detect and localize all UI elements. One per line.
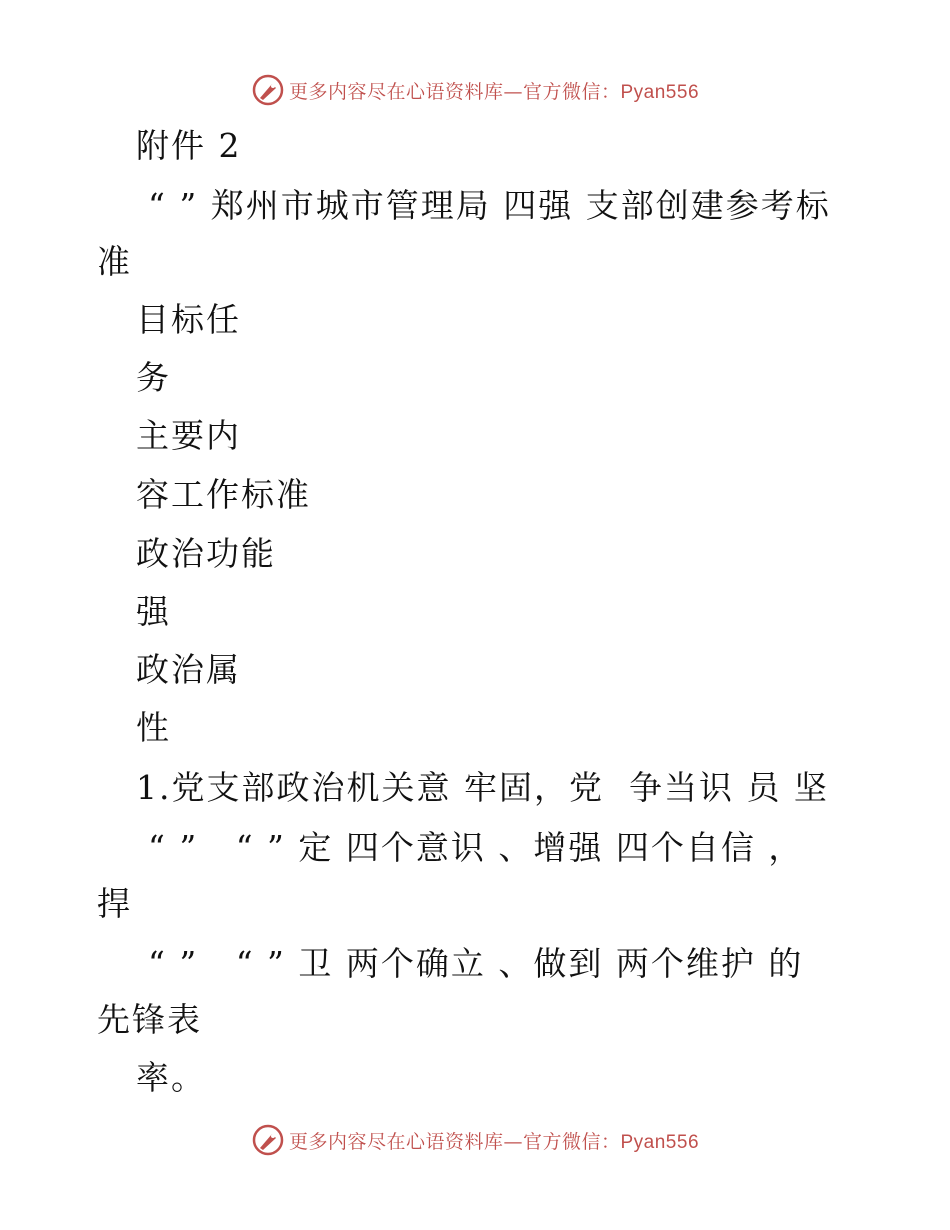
text-line: 务: [136, 358, 171, 397]
footer-watermark: [0, 1120, 950, 1160]
text-line: 1.党支部政治机关意 牢固，党 争当识 员 坚: [136, 768, 829, 807]
text-line: 政治属: [136, 650, 241, 689]
pen-nib-logo-icon: [251, 73, 285, 107]
document-title-continued: 准: [97, 242, 132, 281]
text-line: 主要内: [136, 416, 241, 455]
text-line: 捍: [97, 884, 132, 923]
text-line: 性: [136, 708, 171, 747]
text-line: “ ” “ ” 卫 两个确立 、做到 两个维护 的: [148, 944, 804, 983]
attachment-label: 附件 2: [136, 126, 242, 165]
text-line: 先锋表: [97, 1000, 202, 1039]
text-line: 政治功能: [136, 534, 276, 573]
text-line: 目标任: [136, 300, 241, 339]
watermark-text: 更多内容尽在心语资料库—官方微信：Pyan556: [288, 1130, 700, 1153]
text-line: 率。: [136, 1058, 206, 1097]
header-watermark: [0, 70, 950, 110]
pen-nib-logo-icon: [251, 1123, 285, 1157]
watermark-text: 更多内容尽在心语资料库—官方微信：Pyan556: [288, 80, 700, 103]
text-line: 强: [136, 592, 171, 631]
text-line: 容工作标准: [136, 475, 311, 514]
document-title: “ ” 郑州市城市管理局 四强 支部创建参考标: [148, 186, 831, 225]
text-line: “ ” “ ” 定 四个意识 、增强 四个自信 ，: [148, 828, 804, 867]
